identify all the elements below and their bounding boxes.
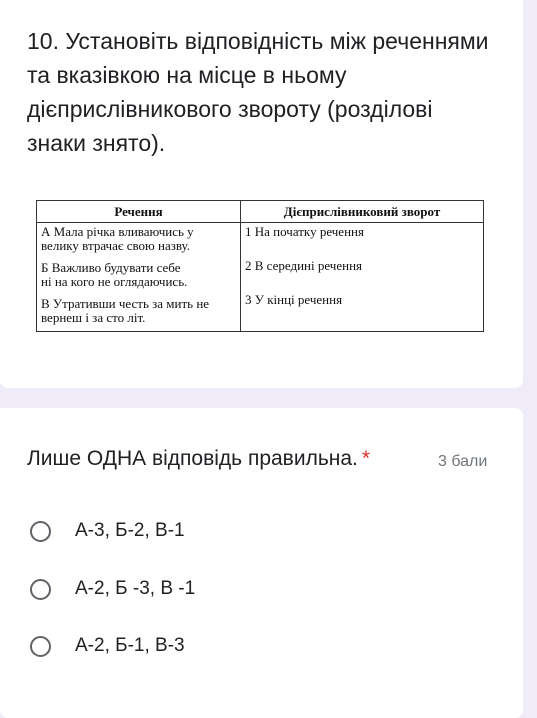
sentence-v-line-1: В Утративши честь за мить не — [41, 296, 210, 311]
sentence-a-line-2: велику втрачає свою назву. — [41, 238, 190, 253]
sentence-b — [41, 261, 236, 289]
radio-button-icon[interactable] — [30, 579, 51, 600]
sentence-b-line-1: Б Важливо будувати себе — [41, 260, 181, 275]
position-2: 2 В середині речення — [245, 258, 363, 273]
question-title: 10. Установіть відповідність між реченнями та вказівкою на місце в ньому дієприслівникового звороту (розділові знаки знято). — [27, 28, 489, 156]
required-asterisk: * — [361, 447, 371, 470]
table-header-row — [37, 201, 484, 223]
answer-option-1[interactable] — [30, 520, 185, 542]
sentences-cell — [37, 223, 241, 332]
answer-option-label: А-3, Б-2, В-1 — [75, 520, 185, 541]
answer-option-label: А-2, Б-1, В-3 — [75, 635, 185, 656]
radio-button-icon[interactable] — [30, 521, 51, 542]
sentence-b-line-2: ні на кого не оглядаючись. — [41, 274, 188, 289]
answer-option-3[interactable] — [30, 635, 185, 657]
answer-instruction — [27, 447, 507, 471]
sentence-a — [41, 225, 236, 253]
column-header-participle-phrase: Дієприслівниковий зворот — [241, 201, 484, 223]
sentence-v — [41, 297, 236, 325]
radio-button-icon[interactable] — [30, 636, 51, 657]
table-row — [37, 223, 484, 332]
matching-table — [36, 200, 484, 332]
answer-option-2[interactable] — [30, 578, 195, 600]
column-header-sentence: Речення — [37, 201, 241, 223]
position-1: 1 На початку речення — [245, 224, 364, 239]
answer-instruction-text: Лише ОДНА відповідь правильна. — [27, 447, 358, 470]
positions-cell — [241, 223, 484, 332]
answer-option-label: А-2, Б -3, В -1 — [75, 578, 196, 599]
points-label: 3 бали — [438, 453, 488, 470]
sentence-v-line-2: вернеш і за сто літ. — [41, 310, 146, 325]
sentence-a-line-1: А Мала річка вливаючись у — [41, 224, 194, 239]
position-3: 3 У кінці речення — [245, 292, 343, 307]
